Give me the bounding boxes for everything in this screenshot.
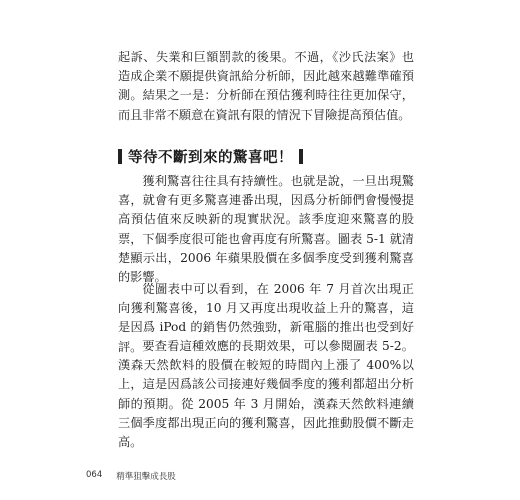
body-paragraph-2: 獲利驚喜往往具有持續性。也就是說，一旦出現驚喜，就會有更多驚喜連番出現，因爲分析師們會慢慢提高預估值來反映新的現實狀況。該季度迎來驚喜的股票，下個季度很可能也會再度有所驚喜。圖表 5-1 就清楚顯示出，2006 年蘋果股價在多個季度受到獲利驚喜的影響。 bbox=[118, 174, 414, 285]
section-heading-text: 等待不斷到來的驚喜吧！ bbox=[128, 150, 293, 166]
heading-bar-left bbox=[118, 149, 122, 164]
body-paragraph-1: 起訴、失業和巨額罰款的後果。不過，《沙氏法案》也造成企業不願提供資訊給分析師，因此越來越難準確預測。結果之一是：分析師在預估獲利時往往更加保守，而且非常不願意在資訊有限的情況下冒險提高預估值。 bbox=[118, 50, 414, 122]
page-number: 064 bbox=[86, 470, 103, 480]
heading-bar-right bbox=[299, 149, 303, 164]
body-paragraph-3: 從圖表中可以看到，在 2006 年 7 月首次出現正向獲利驚喜後，10 月又再度出現收益上升的驚喜，這是因爲 iPod 的銷售仍然強勁，新電腦的推出也受到好評。 bbox=[118, 282, 414, 354]
page-footer bbox=[86, 470, 176, 482]
body-paragraph-4: 要查看這種效應的長期效果，可以參閱圖表 5-2。漢森天然飲料的股價在較短的時間內上漲了 400%以上，這是因爲該公司接連好幾個季度的獲利都超出分析師的預期。從 2005 年 3 月開始，漢森天然飲料連續三個季度都出現正向的獲利驚喜，因此推動股價不斷走高。 bbox=[118, 339, 414, 450]
section-heading bbox=[118, 146, 418, 167]
book-title: 精準狙擊成長股 bbox=[116, 472, 176, 482]
